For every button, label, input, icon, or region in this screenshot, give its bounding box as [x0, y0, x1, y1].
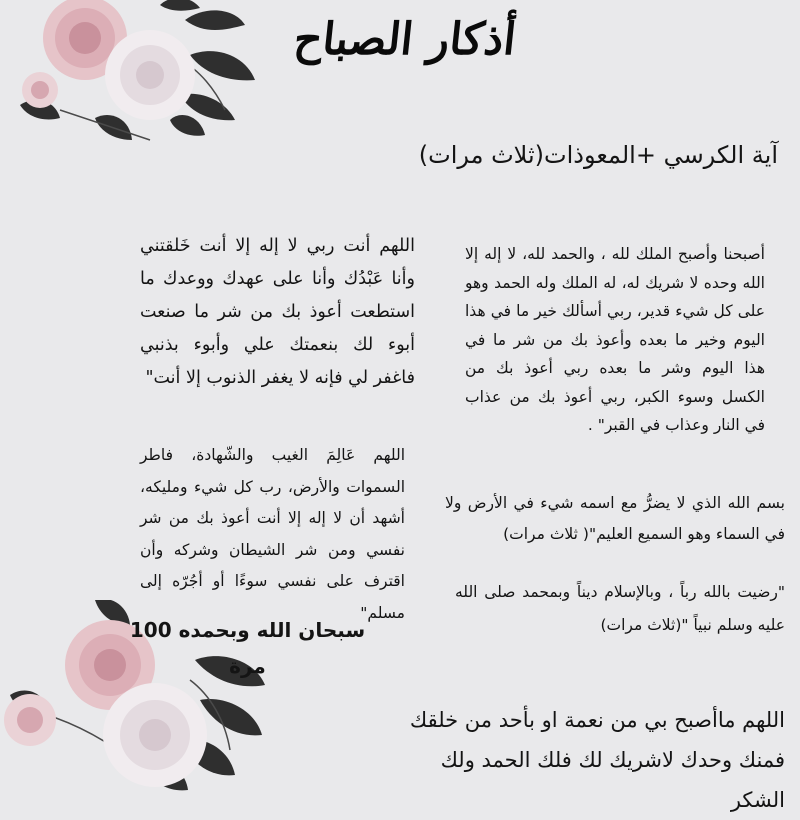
dhikr-radeetu-text: "رضيت بالله رباً ، وبالإسلام ديناً وبمحمد صلى الله عليه وسلم نبياً "(ثلاث مرات) — [455, 583, 785, 634]
dhikr-radeetu — [455, 576, 785, 642]
dhikr-sayyid-istighfar-text: اللهم أنت ربي لا إله إلا أنت خَلقتني وأنا عَبْدُك وأنا على عهدك ووعدك ما استطعت أعوذ بك من شر ما صنعت أبوء لك بنعمتك علي وأبوء بذنبي فاغفر لي فإنه لا يغفر الذنوب إلا أنت" — [140, 236, 415, 388]
subtitle-ayat-kursi: آية الكرسي +المعوذات(ثلاث مرات) — [418, 141, 778, 169]
dhikr-ma-asbaha: اللهم ماأصبح بي من نعمة او بأحد من خلقك فمنك وحدك لاشريك لك فلك الحمد ولك الشكر — [409, 708, 785, 812]
dhikr-asbahna-text: أصبحنا وأصبح الملك لله ، والحمد لله، لا إله إلا الله وحده لا شريك له، له الملك وله الحمد وهو على كل شيء قدير، ربي أسألك خير ما في هذا اليوم وخير ما بعده وأعوذ بك من شر ما في هذا اليوم وشر ما بعده ربي أعوذ بك من الكسل وسوء الكبر، ربي أعوذ بك من عذاب في النار وعذاب في القبر" . — [465, 245, 765, 434]
dhikr-tasbih: سبحان الله وبحمده 100 مرة — [129, 618, 366, 678]
rose-bouquet-top — [0, 0, 270, 150]
dhikr-alim-al-ghayb — [140, 440, 405, 629]
dhikr-sayyid-istighfar — [140, 230, 415, 395]
page-title: أذكار الصباح — [291, 14, 519, 65]
dhikr-bismillah — [445, 488, 785, 550]
dhikr-asbahna — [465, 240, 765, 440]
dhikr-alim-al-ghayb-text: اللهم عَالِمَ الغيب والشّهادة، فاطر السموات والأرض، رب كل شيء ومليكه، أشهد أن لا إله إلا أنت أعوذ بك من شر نفسي ومن شر الشيطان وشركه وأن اقترف على نفسي سوءًا أو أجُرّه إلى مسلم" — [140, 446, 405, 622]
dhikr-bismillah-text: بسم الله الذي لا يضرُّ مع اسمه شيء في الأرض ولا في السماء وهو السميع العليم"( ثلاث مرات) — [445, 494, 785, 543]
